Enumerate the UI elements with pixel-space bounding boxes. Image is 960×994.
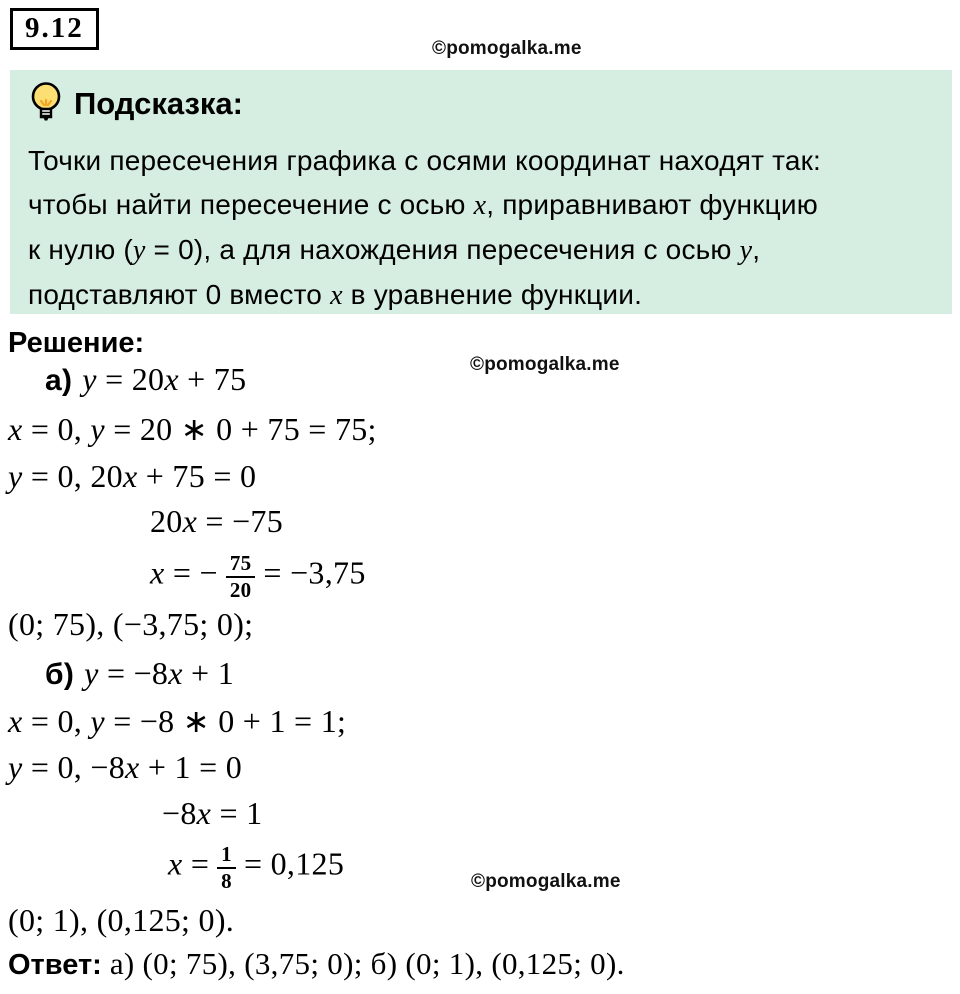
hint-line: подставляют 0 вместо x в уравнение функции. — [28, 279, 643, 311]
hint-header — [28, 78, 934, 130]
step-b-fraction — [168, 843, 344, 892]
step-a-x0: x = 0, y = 20 ∗ 0 + 75 = 75; — [8, 411, 377, 447]
step-b-x0: x = 0, y = −8 ∗ 0 + 1 = 1; — [8, 703, 347, 739]
fraction-pre: x = — [168, 845, 210, 882]
hint-line: чтобы найти пересечение с осью x, приравнивают функцию — [28, 189, 818, 221]
hint-text — [28, 139, 934, 318]
fraction-denominator: 20 — [229, 577, 252, 602]
answer-label: Ответ: — [8, 949, 102, 981]
hint-title: Подсказка: — [74, 86, 243, 121]
step-a-y0: y = 0, 20x + 75 = 0 — [8, 458, 257, 494]
watermark-middle: ©pomogalka.me — [470, 354, 620, 375]
points-a: (0; 75), (−3,75; 0); — [8, 606, 254, 642]
watermark-bottom: ©pomogalka.me — [471, 871, 621, 892]
fraction-numerator: 1 — [217, 843, 236, 869]
fraction-post: = −3,75 — [263, 554, 366, 591]
step-a-isolate: 20x = −75 — [150, 503, 284, 539]
answer-line — [8, 946, 625, 982]
step-b-y0: y = 0, −8x + 1 = 0 — [8, 749, 243, 785]
fraction-denominator: 8 — [221, 868, 232, 893]
points-b: (0; 1), (0,125; 0). — [8, 902, 235, 938]
equation-a — [45, 361, 246, 398]
step-a-fraction — [150, 552, 366, 601]
equation-b-formula: y = −8x + 1 — [84, 655, 234, 691]
part-b-label: б) — [45, 658, 75, 691]
step-b-isolate: −8x = 1 — [162, 795, 263, 831]
hint-box — [10, 70, 952, 314]
fraction-numerator: 75 — [226, 552, 256, 578]
watermark-top: ©pomogalka.me — [432, 38, 582, 59]
fraction-post: = 0,125 — [243, 845, 345, 882]
solution-title: Решение: — [8, 327, 145, 359]
hint-line: к нулю (y = 0), а для нахождения пересечения с осью y, — [28, 234, 761, 266]
fraction — [217, 843, 236, 892]
fraction — [226, 552, 256, 601]
hint-line: Точки пересечения графика с осями координат находят так: — [28, 145, 822, 176]
answer-text: а) (0; 75), (3,75; 0); б) (0; 1), (0,125; 0). — [109, 946, 625, 981]
equation-a-formula: y = 20x + 75 — [82, 361, 247, 397]
equation-b — [45, 655, 234, 692]
part-a-label: а) — [45, 364, 73, 397]
lightbulb-icon — [28, 81, 64, 129]
fraction-pre: x = − — [150, 554, 218, 591]
problem-number: 9.12 — [10, 8, 99, 50]
